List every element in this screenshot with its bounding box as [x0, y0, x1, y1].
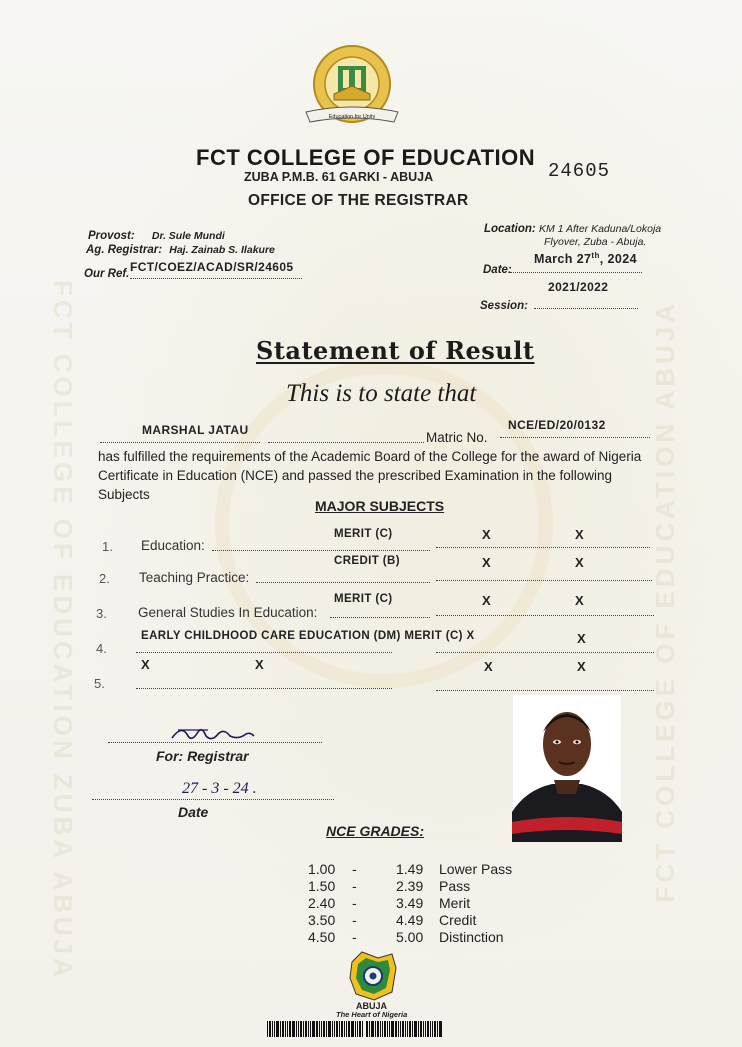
barcode-bar	[414, 1021, 417, 1037]
barcode-bar	[287, 1021, 288, 1037]
grade-row	[308, 895, 512, 912]
grade-label: Pass	[439, 878, 471, 894]
barcode-bar	[437, 1021, 438, 1037]
matric-number: NCE/ED/20/0132	[508, 418, 606, 432]
barcode-bar	[280, 1021, 281, 1037]
row1-col2: X	[575, 527, 584, 542]
location-line1: KM 1 After Kaduna/Lokoja	[538, 223, 662, 235]
barcode-bar	[328, 1021, 331, 1037]
registrar-line	[86, 244, 275, 256]
barcode-bar	[434, 1021, 436, 1037]
row5-line-a	[136, 688, 392, 689]
barcode-bar	[432, 1021, 433, 1037]
college-address: ZUBA P.M.B. 61 GARKI - ABUJA	[244, 170, 434, 184]
grade-1: MERIT (C)	[334, 528, 393, 540]
barcode-bar	[389, 1021, 390, 1037]
our-ref-value: FCT/COEZ/ACAD/SR/24605	[130, 260, 294, 274]
barcode-bar	[321, 1021, 322, 1037]
barcode-bar	[425, 1021, 426, 1037]
matric-line	[500, 437, 650, 438]
barcode-bar	[348, 1021, 350, 1037]
barcode-bar	[308, 1021, 309, 1037]
subject-number-3: 3.	[96, 606, 107, 621]
barcode-bar	[405, 1021, 406, 1037]
barcode-bar	[305, 1021, 307, 1037]
provost-name: Dr. Sule Mundi	[151, 230, 225, 242]
barcode-bar	[364, 1021, 365, 1037]
statement-heading: Statement of Result	[256, 336, 535, 365]
barcode-bar	[387, 1021, 388, 1037]
date-line	[510, 272, 642, 273]
subject-name-4: EARLY CHILDHOOD CARE EDUCATION (DM) MERIT (C) X	[141, 630, 475, 642]
subject-name-1: Education:	[141, 538, 205, 553]
our-ref-line	[130, 278, 302, 279]
college-name: FCT COLLEGE OF EDUCATION	[196, 145, 536, 170]
grade-to: 1.49	[396, 861, 424, 877]
registrar-label: Ag. Registrar:	[86, 244, 163, 256]
barcode-bar	[267, 1021, 268, 1037]
grades-heading: NCE GRADES:	[326, 823, 425, 839]
date-value	[534, 251, 637, 266]
subject-number-5: 5.	[94, 676, 105, 691]
date-sup: th	[591, 251, 600, 260]
grade-row	[308, 929, 512, 946]
barcode-bar	[289, 1021, 291, 1037]
barcode-bar	[272, 1021, 273, 1037]
session-year: 2021/2022	[548, 280, 609, 294]
barcode-bar	[344, 1021, 345, 1037]
barcode-bar	[369, 1021, 370, 1037]
row3-col2: X	[575, 593, 584, 608]
date-caption: Date	[178, 804, 209, 820]
grade-from: 3.50	[308, 912, 336, 928]
body-line-1: has fulfilled the requirements of the Academic Board of the College for the award of Nigeria	[98, 449, 642, 464]
grade-3: MERIT (C)	[334, 593, 393, 605]
barcode-bar	[377, 1021, 379, 1037]
barcode-bar	[384, 1021, 386, 1037]
office-title: OFFICE OF THE REGISTRAR	[248, 192, 469, 209]
grade-from: 2.40	[308, 895, 336, 911]
barcode-bar	[274, 1021, 275, 1037]
logo-motto: Education for Unity	[328, 114, 376, 120]
student-name: MARSHAL JATAU	[142, 423, 249, 437]
row4-line-a	[136, 652, 392, 653]
barcode-bar	[310, 1021, 311, 1037]
name-line-1	[100, 442, 260, 443]
barcode-bar	[366, 1021, 368, 1037]
row2-col2: X	[575, 555, 584, 570]
barcode-bar	[427, 1021, 429, 1037]
row4-line-b	[436, 652, 654, 653]
barcode	[267, 1021, 442, 1037]
barcode-bar	[439, 1021, 442, 1037]
row2-line-b	[436, 580, 652, 581]
watermark-right: FCT COLLEGE OF EDUCATION ABUJA	[650, 300, 680, 903]
barcode-bar	[395, 1021, 397, 1037]
barcode-bar	[400, 1021, 401, 1037]
barcode-bar	[303, 1021, 304, 1037]
barcode-bar	[323, 1021, 325, 1037]
grade-row	[308, 912, 512, 929]
grade-dash: -	[352, 929, 357, 945]
barcode-bar	[319, 1021, 320, 1037]
barcode-bar	[382, 1021, 383, 1037]
row1-line-b	[436, 547, 650, 548]
handwritten-date: 27 - 3 - 24 .	[182, 780, 257, 797]
date-sign-line	[92, 799, 334, 800]
subject-name-3: General Studies In Education:	[138, 605, 318, 620]
barcode-bar	[409, 1021, 411, 1037]
grade-to: 4.49	[396, 912, 424, 928]
row3-col1: X	[482, 593, 491, 608]
barcode-bar	[326, 1021, 327, 1037]
serial-number: 24605	[548, 160, 611, 182]
barcode-bar	[332, 1021, 333, 1037]
row1-col1: X	[482, 527, 491, 542]
matric-label: Matric No.	[426, 430, 488, 445]
subject-name-2: Teaching Practice:	[139, 570, 250, 585]
row5-line-b	[436, 690, 654, 691]
grade-label: Merit	[439, 895, 471, 911]
grade-row	[308, 878, 512, 895]
grade-from: 4.50	[308, 929, 336, 945]
provost-line	[88, 230, 225, 242]
barcode-bar	[296, 1021, 297, 1037]
college-logo	[298, 42, 406, 134]
barcode-bar	[341, 1021, 343, 1037]
barcode-bar	[430, 1021, 431, 1037]
grade-row	[308, 861, 512, 878]
barcode-bar	[375, 1021, 376, 1037]
watermark-left: FCT COLLEGE OF EDUCATION ZUBA ABUJA	[48, 280, 78, 981]
subjects-heading: MAJOR SUBJECTS	[315, 498, 445, 514]
row5-col2: X	[577, 659, 586, 674]
row1-line-a	[212, 550, 430, 551]
grade-label: Lower Pass	[439, 861, 513, 877]
location-line2: Flyover, Zuba - Abuja.	[544, 236, 647, 248]
barcode-bar	[282, 1021, 284, 1037]
barcode-bar	[359, 1021, 361, 1037]
barcode-bar	[423, 1021, 424, 1037]
barcode-bar	[420, 1021, 422, 1037]
subject-number-1: 1.	[102, 539, 113, 554]
barcode-bar	[380, 1021, 381, 1037]
session-label: Session:	[480, 300, 528, 312]
emblem-text: ABUJA	[356, 1001, 388, 1011]
grade-from: 1.00	[308, 861, 336, 877]
barcode-bar	[300, 1021, 302, 1037]
row5-col1: X	[484, 659, 493, 674]
row2-line-a	[256, 582, 430, 583]
barcode-bar	[398, 1021, 399, 1037]
registrar-name: Haj. Zainab S. Ilakure	[169, 244, 275, 256]
grade-dash: -	[352, 912, 357, 928]
statement-subheading: This is to state that	[286, 380, 477, 407]
name-line-2	[268, 442, 424, 443]
subject-number-2: 2.	[99, 571, 110, 586]
grade-2: CREDIT (B)	[334, 555, 400, 567]
session-line	[534, 308, 638, 309]
date-label: Date:	[483, 264, 512, 276]
grade-dash: -	[352, 878, 357, 894]
row5-x2: X	[255, 657, 264, 672]
subject-number-4: 4.	[96, 641, 107, 656]
barcode-bar	[334, 1021, 335, 1037]
grade-from: 1.50	[308, 878, 336, 894]
grade-to: 2.39	[396, 878, 424, 894]
barcode-bar	[357, 1021, 358, 1037]
barcode-bar	[407, 1021, 408, 1037]
barcode-bar	[285, 1021, 286, 1037]
grade-to: 5.00	[396, 929, 424, 945]
date-year: , 2024	[599, 252, 637, 267]
body-line-2: Certificate in Education (NCE) and passed the prescribed Examination in the following	[98, 468, 613, 483]
row3-line-b	[436, 615, 654, 616]
grade-dash: -	[352, 861, 357, 877]
barcode-bar	[351, 1021, 354, 1037]
grade-dash: -	[352, 895, 357, 911]
barcode-bar	[276, 1021, 279, 1037]
barcode-bar	[418, 1021, 419, 1037]
barcode-bar	[391, 1021, 394, 1037]
registrar-caption: For: Registrar	[156, 748, 249, 764]
barcode-bar	[412, 1021, 413, 1037]
barcode-bar	[371, 1021, 374, 1037]
our-ref-label: Our Ref.	[84, 268, 130, 280]
row3-line-a	[330, 617, 430, 618]
signature-line	[108, 742, 322, 743]
date-month-day: March 27	[534, 252, 592, 267]
row5-x1: X	[141, 657, 150, 672]
grade-label: Distinction	[439, 929, 504, 945]
grade-to: 3.49	[396, 895, 424, 911]
barcode-bar	[269, 1021, 271, 1037]
row4-col2: X	[577, 631, 586, 646]
barcode-bar	[355, 1021, 356, 1037]
barcode-bar	[402, 1021, 404, 1037]
abuja-emblem	[348, 948, 400, 1004]
provost-label: Provost:	[88, 230, 135, 242]
barcode-bar	[316, 1021, 318, 1037]
barcode-bar	[362, 1021, 363, 1037]
barcode-bar	[292, 1021, 295, 1037]
grade-label: Credit	[439, 912, 477, 928]
location-line	[484, 223, 661, 235]
barcode-bar	[312, 1021, 315, 1037]
barcode-bar	[298, 1021, 299, 1037]
barcode-bar	[339, 1021, 340, 1037]
body-line-3: Subjects	[98, 487, 150, 502]
emblem-tagline: The Heart of Nigeria	[336, 1010, 408, 1019]
barcode-bar	[336, 1021, 338, 1037]
barcode-bar	[346, 1021, 347, 1037]
row2-col1: X	[482, 555, 491, 570]
location-label: Location:	[484, 223, 536, 235]
grades-table	[308, 861, 512, 946]
student-photo	[512, 694, 622, 842]
